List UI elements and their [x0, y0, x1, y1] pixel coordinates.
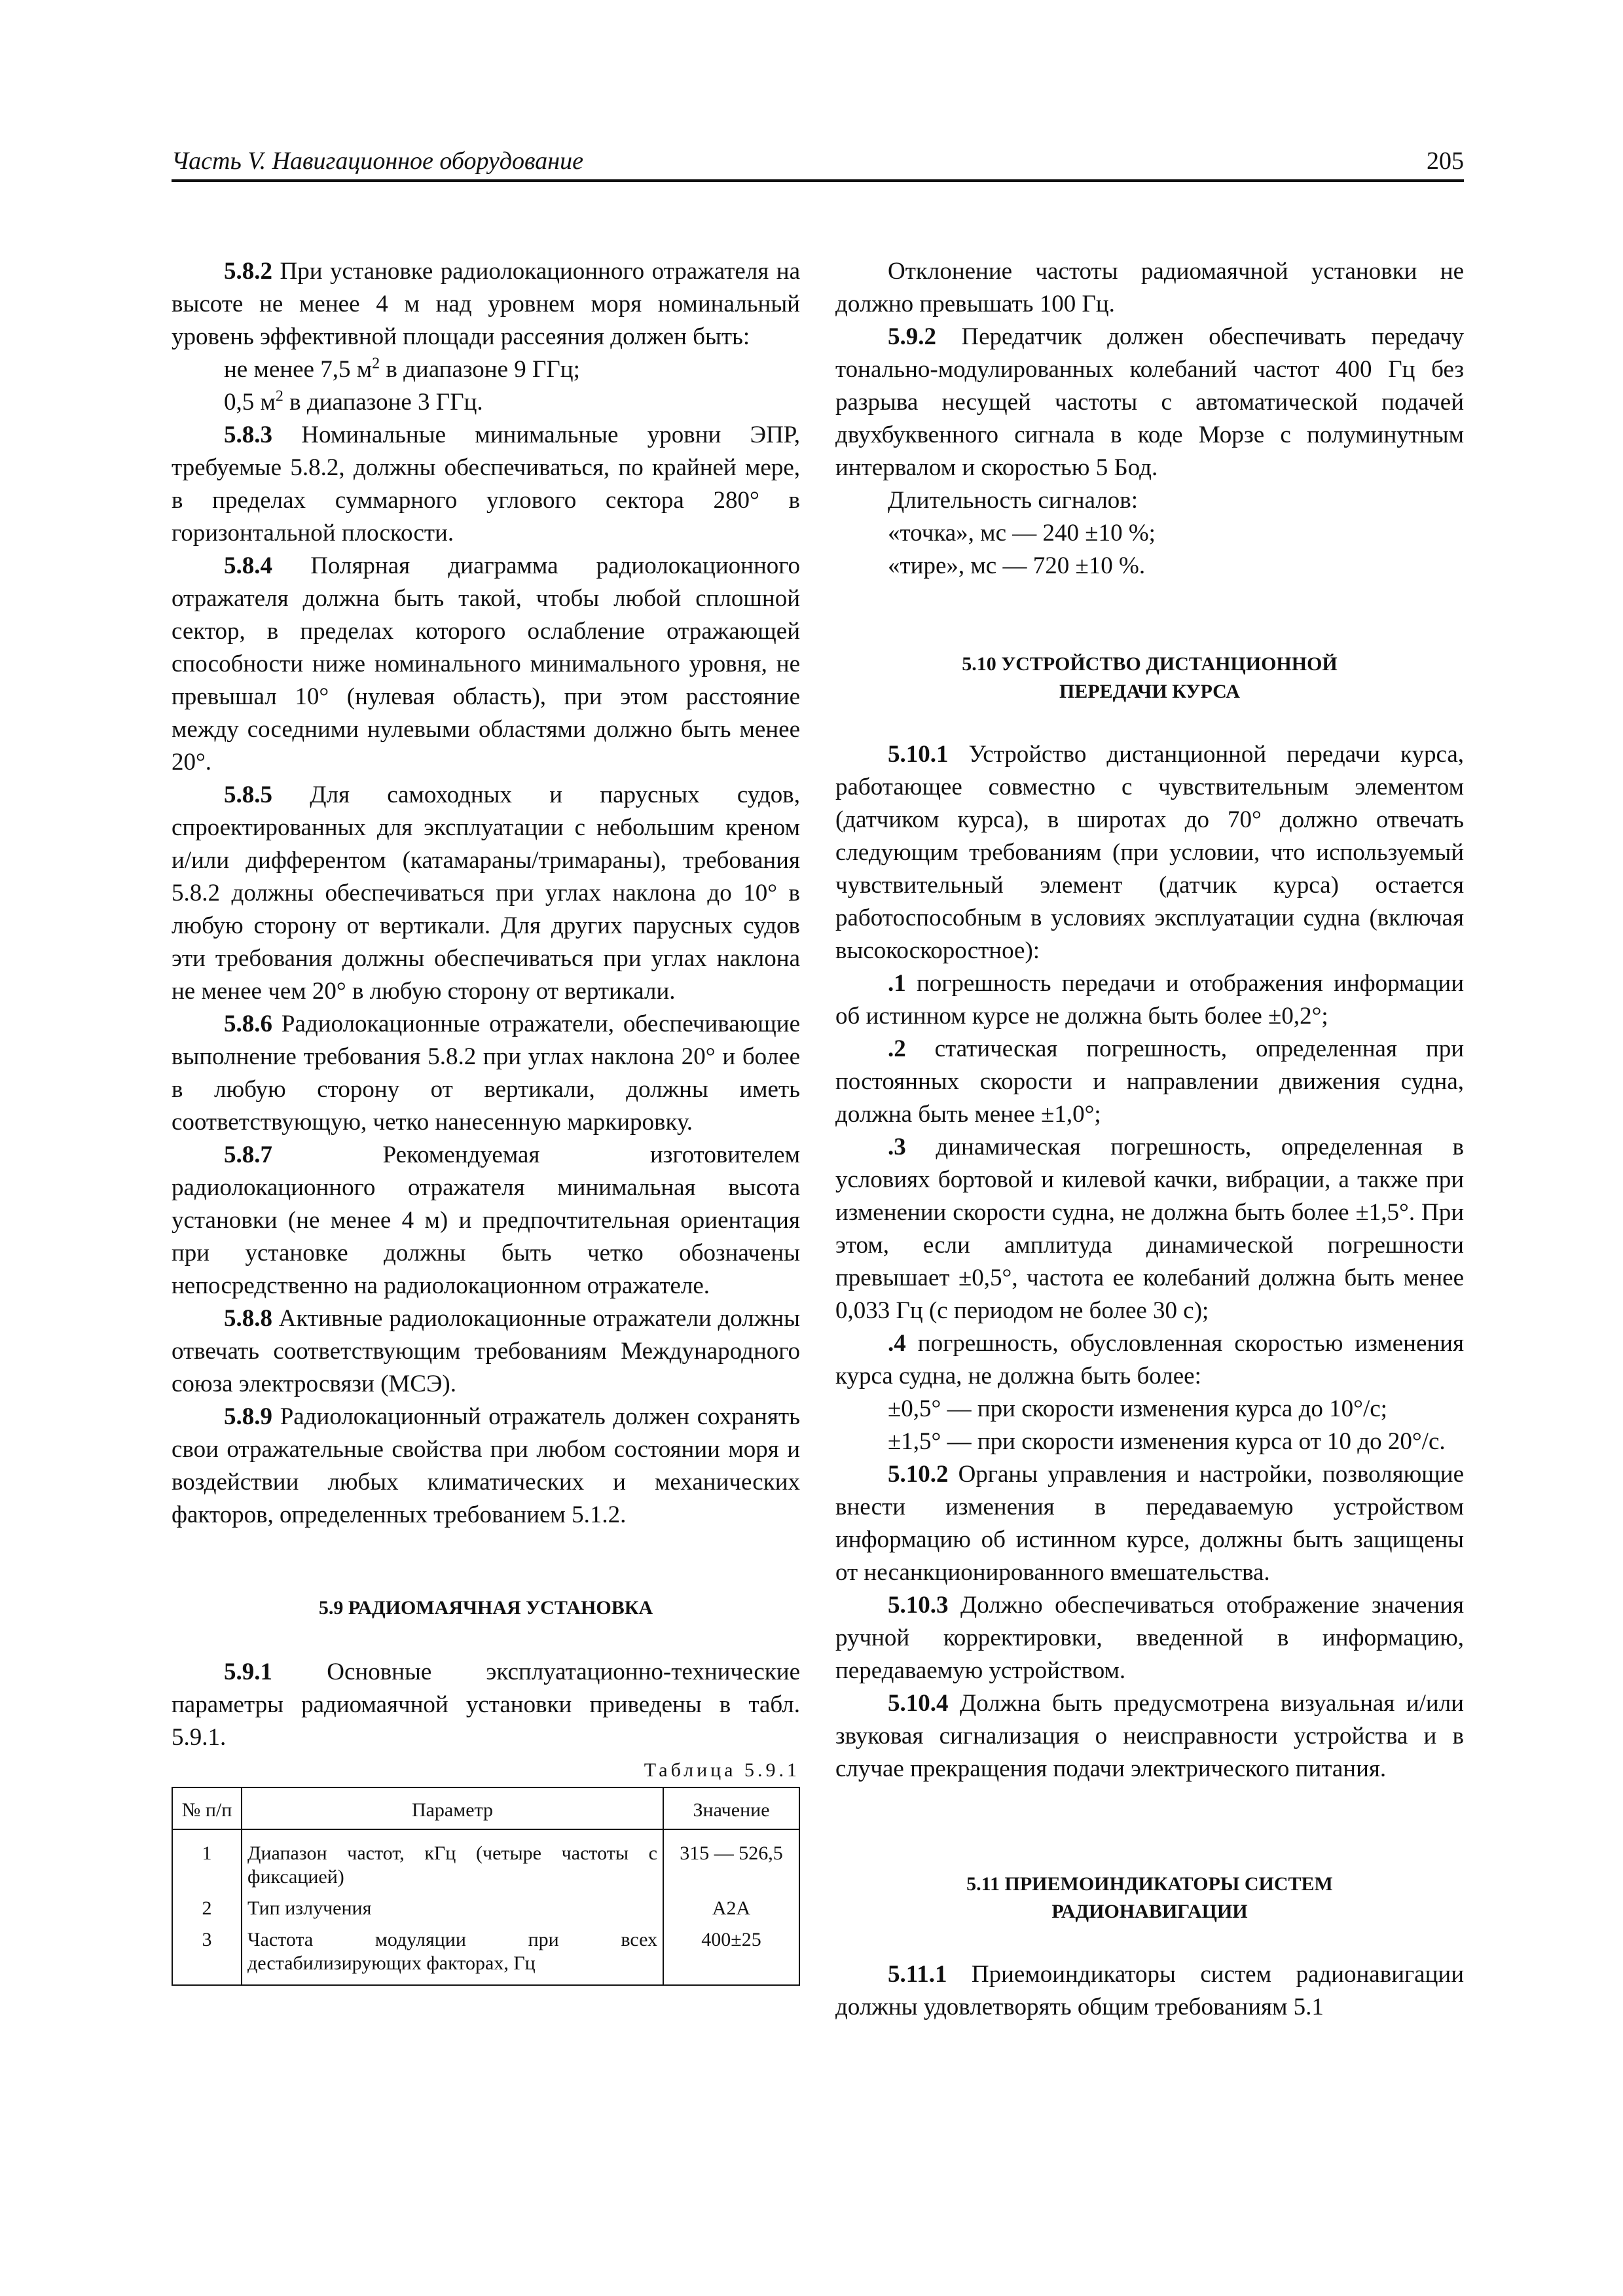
table-row	[172, 1924, 799, 1985]
paragraph-5-10-3	[835, 1589, 1464, 1687]
paragraph-5-9-2	[835, 321, 1464, 484]
rcs-line-3ghz	[172, 386, 800, 419]
line-text: в диапазоне 9 ГГц;	[380, 356, 580, 383]
section-heading-5-11	[835, 1871, 1464, 1926]
clause-text: Номинальные минимальные уровни ЭПР, требуемые 5.8.2, должны обеспечиваться, по крайней мере, в пределах суммарного углового сектора 280° в горизонтальной плоскости.	[172, 422, 800, 547]
paragraph-5-11-1	[835, 1958, 1464, 2024]
clause-number: 5.10.3	[888, 1592, 949, 1619]
row-number: 2	[172, 1893, 242, 1924]
clause-text: Основные эксплуатационно-технические параметры радиомаячной установки приведены в табл. 5.9.1.	[172, 1659, 800, 1751]
clause-text: Органы управления и настройки, позволяющие внести изменения в передаваемую устройством информацию об истинном курсе, должны быть защищены от несанкционированного вмешательства.	[835, 1461, 1464, 1586]
item-number: .1	[888, 970, 906, 997]
paragraph-5-8-8	[172, 1302, 800, 1401]
clause-text: Приемоиндикаторы систем радионавигации должны удовлетворять общим требованиям 5.1	[835, 1961, 1464, 2020]
paragraph-5-10-4	[835, 1687, 1464, 1785]
left-column	[172, 255, 800, 1986]
clause-number: 5.8.4	[224, 552, 272, 579]
item-1	[835, 967, 1464, 1033]
paragraph-5-8-9	[172, 1401, 800, 1532]
section-heading-5-10	[835, 651, 1464, 706]
signal-dot: «точка», мс — 240 ±10 %;	[888, 520, 1156, 547]
item-4	[835, 1327, 1464, 1393]
item-number: .3	[888, 1134, 906, 1160]
item-text: динамическая погрешность, определенная в условиях бортовой и килевой качки, вибрации, а также при изменении скорости судна, не должна быть более ±1,5°. При этом, если амплитуда динамической погрешности превышает ±0,5°, частота ее колебаний должна быть менее 0,033 Гц (с периодом не более 30 с);	[835, 1134, 1464, 1324]
clause-text: Устройство дистанционной передачи курса, работающее совместно с чувствительным элементом (датчиком курса), в широтах до 70° должно отвечать следующим требованиям (при условии, что используемый чувствительный элемент (датчик курса) остается работоспособным в условиях эксплуатации судна (включая высокоскоростное):	[835, 741, 1464, 964]
clause-text: При установке радиолокационного отражателя на высоте не менее 4 м над уровнем моря номинальный уровень эффективной площади рассеяния должен быть:	[172, 258, 800, 350]
line-text: в диапазоне 3 ГГц.	[283, 389, 483, 416]
section-heading-5-9: 5.9 РАДИОМАЯЧНАЯ УСТАНОВКА	[318, 1597, 653, 1619]
paragraph-5-8-7	[172, 1139, 800, 1302]
clause-number: 5.8.2	[224, 258, 272, 285]
heading-line: 5.11 ПРИЕМОИНДИКАТОРЫ СИСТЕМ	[966, 1873, 1333, 1895]
row-parameter: Тип излучения	[242, 1893, 663, 1924]
page-header	[172, 145, 1464, 182]
clause-text: Активные радиолокационные отражатели должны отвечать соответствующим требованиям Международного союза электросвязи (МСЭ).	[172, 1305, 800, 1397]
clause-number: 5.8.9	[224, 1403, 272, 1430]
clause-number: 5.8.5	[224, 781, 272, 808]
heading-line: ПЕРЕДАЧИ КУРСА	[1059, 681, 1240, 702]
page-number: 205	[1427, 147, 1464, 175]
row-number: 3	[172, 1924, 242, 1985]
clause-text: Должно обеспечиваться отображение значения ручной корректировки, введенной в информацию, передаваемую устройством.	[835, 1592, 1464, 1684]
paragraph-5-10-1	[835, 738, 1464, 967]
row-value: 400±25	[663, 1924, 799, 1985]
clause-number: 5.10.2	[888, 1461, 949, 1488]
table-caption: Таблица 5.9.1	[644, 1759, 800, 1781]
clause-text: Рекомендуемая изготовителем радиолокационного отражателя минимальная высота установки (не менее 4 м) и предпочтительная ориентация при установке должны быть четко обозначены непосредственно на радиолокационном отражателе.	[172, 1141, 800, 1299]
paragraph-5-8-3	[172, 419, 800, 550]
table-header-cell: № п/п	[172, 1787, 242, 1829]
item-number: .2	[888, 1035, 906, 1062]
running-title: Часть V. Навигационное оборудование	[172, 147, 583, 175]
rcs-line-9ghz	[172, 353, 800, 386]
superscript: 2	[372, 355, 380, 372]
clause-number: 5.10.4	[888, 1690, 949, 1717]
item-4-a: ±0,5° — при скорости изменения курса до 10°/с;	[888, 1395, 1387, 1422]
row-parameter: Диапазон частот, кГц (четыре частоты с фиксацией)	[242, 1829, 663, 1893]
paragraph-5-8-4	[172, 550, 800, 779]
heading-line: РАДИОНАВИГАЦИИ	[1051, 1901, 1248, 1922]
right-column	[835, 255, 1464, 2024]
line-text: 0,5 м	[224, 389, 276, 416]
row-value: 315 — 526,5	[663, 1829, 799, 1893]
clause-number: 5.8.8	[224, 1305, 272, 1332]
item-text: статическая погрешность, определенная при постоянных скорости и направлении движения судна, должна быть менее ±1,0°;	[835, 1035, 1464, 1128]
item-number: .4	[888, 1330, 906, 1357]
row-parameter: Частота модуляции при всех дестабилизирующих факторах, Гц	[242, 1924, 663, 1985]
item-text: погрешность, обусловленная скоростью изменения курса судна, не должна быть более:	[835, 1330, 1464, 1390]
clause-text: Радиолокационный отражатель должен сохранять свои отражательные свойства при любом состоянии моря и воздействии любых климатических и механических факторов, определенных требованием 5.1.2.	[172, 1403, 800, 1528]
clause-number: 5.11.1	[888, 1961, 947, 1988]
parameters-table	[172, 1787, 800, 1986]
signal-dash: «тире», мс — 720 ±10 %.	[888, 552, 1146, 579]
paragraph-5-9-1	[172, 1656, 800, 1754]
paragraph-5-8-2	[172, 255, 800, 353]
table-header-row	[172, 1787, 799, 1829]
clause-text: Передатчик должен обеспечивать передачу тонально-модулированных колебаний частот 400 Гц без разрыва несущей частоты с автоматической подачей двухбуквенного сигнала в коде Морзе с полуминутным интервалом и скоростью 5 Бод.	[835, 323, 1464, 481]
clause-number: 5.9.2	[888, 323, 936, 350]
table-row	[172, 1829, 799, 1893]
clause-text: Радиолокационные отражатели, обеспечивающие выполнение требования 5.8.2 при углах наклона 20° и более в любую сторону от вертикали, должны иметь соответствующую, четко нанесенную маркировку.	[172, 1011, 800, 1136]
clause-number: 5.10.1	[888, 741, 949, 768]
clause-number: 5.9.1	[224, 1659, 272, 1685]
clause-number: 5.8.6	[224, 1011, 272, 1037]
item-3	[835, 1131, 1464, 1327]
heading-line: 5.10 УСТРОЙСТВО ДИСТАНЦИОННОЙ	[962, 653, 1338, 675]
signal-duration-label: Длительность сигналов:	[888, 487, 1139, 514]
paragraph-deviation: Отклонение частоты радиомаячной установки не должно превышать 100 Гц.	[835, 258, 1464, 317]
paragraph-5-8-5	[172, 779, 800, 1008]
table-header-cell: Значение	[663, 1787, 799, 1829]
table-header-cell: Параметр	[242, 1787, 663, 1829]
row-value: A2A	[663, 1893, 799, 1924]
clause-number: 5.8.7	[224, 1141, 272, 1168]
clause-text: Должна быть предусмотрена визуальная и/или звуковая сигнализация о неисправности устройства и в случае прекращения подачи электрического питания.	[835, 1690, 1464, 1782]
superscript: 2	[275, 387, 283, 405]
row-number: 1	[172, 1829, 242, 1893]
item-text: погрешность передачи и отображения информации об истинном курсе не должна быть более ±0,2°;	[835, 970, 1464, 1030]
item-2	[835, 1033, 1464, 1131]
paragraph-5-8-6	[172, 1008, 800, 1139]
table-row	[172, 1893, 799, 1924]
clause-number: 5.8.3	[224, 422, 272, 448]
paragraph-5-10-2	[835, 1458, 1464, 1589]
item-4-b: ±1,5° — при скорости изменения курса от 10 до 20°/с.	[888, 1428, 1446, 1455]
clause-text: Для самоходных и парусных судов, спроектированных для эксплуатации с небольшим креном и/или дифферентом (катамараны/тримараны), требования 5.8.2 должны обеспечиваться при углах наклона до 10° в любую сторону от вертикали. Для других парусных судов эти требования должны обеспечиваться при углах наклона не менее чем 20° в любую сторону от вертикали.	[172, 781, 800, 1005]
line-text: не менее 7,5 м	[224, 356, 373, 383]
clause-text: Полярная диаграмма радиолокационного отражателя должна быть такой, чтобы любой сплошной сектор, в пределах которого ослабление отражающей способности ниже номинального минимального уровня, не превышал 10° (нулевая область), при этом расстояние между соседними нулевыми областями должно быть менее 20°.	[172, 552, 800, 776]
